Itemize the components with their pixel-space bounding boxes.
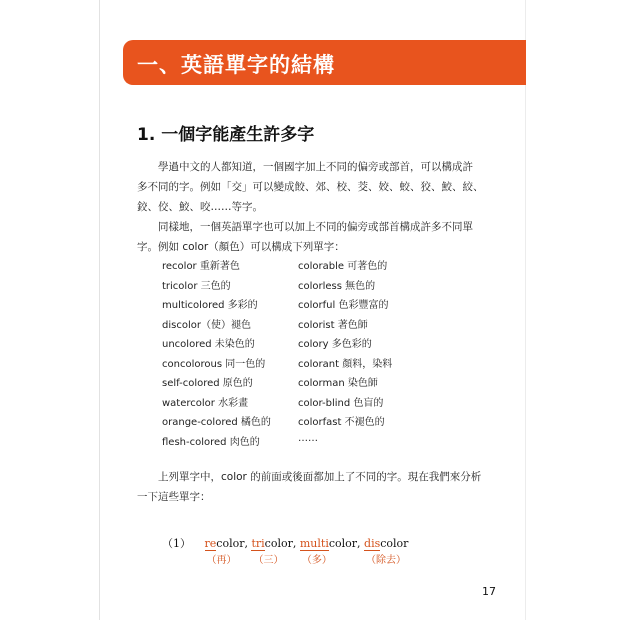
word-entry: colorful 色彩豐富的 xyxy=(298,300,389,311)
prefix: dis xyxy=(364,537,381,550)
word-entry: discolor（使）褪色 xyxy=(162,319,251,331)
stem: color xyxy=(216,537,245,550)
intro-paragraph xyxy=(137,157,493,217)
paragraph-line: 一下這些單字： xyxy=(137,491,211,503)
word-entry: …… xyxy=(298,432,318,444)
stem: color xyxy=(264,537,293,550)
prefix: tri xyxy=(251,537,265,550)
prefix: re xyxy=(204,537,217,550)
paragraph-line: 同樣地，一個英語單字也可以加上不同的偏旁或部首構成許多不同單 xyxy=(158,221,473,233)
word-entry: multicolored 多彩的 xyxy=(162,300,258,311)
paragraph-line: 鉸、佼、鮫、咬……等字。 xyxy=(137,201,263,213)
word-entry: colory 多色彩的 xyxy=(298,339,372,350)
paragraph-line: 字。例如 color（顏色）可以構成下列單字： xyxy=(137,241,345,253)
stem: color xyxy=(328,537,358,550)
word-entry: watercolor 水彩畫 xyxy=(162,397,249,409)
prefix-gloss: （除去） xyxy=(366,555,407,566)
word-entry: colorman 染色師 xyxy=(298,378,378,389)
morpheme-word xyxy=(364,537,409,566)
word-entry: uncolored 未染色的 xyxy=(162,339,255,350)
color-paragraph xyxy=(137,217,493,257)
word-entry: colorfast 不褪色的 xyxy=(298,417,385,428)
separator: , xyxy=(357,537,365,550)
word-entry: flesh-colored 肉色的 xyxy=(162,436,260,448)
example-number: （1） xyxy=(162,537,191,550)
section-title: 1. 一個字能產生許多字 xyxy=(137,125,315,145)
example-line xyxy=(162,535,409,566)
prefix-gloss: （多） xyxy=(301,555,332,566)
stem: color xyxy=(380,537,409,550)
paragraph-line: 多不同的字。例如「交」可以變成餃、郊、校、茭、姣、蛟、狡、鮫、絞、 xyxy=(137,181,484,193)
word-entry: color-blind 色盲的 xyxy=(298,397,384,409)
word-entry: colorant 顏料，染料 xyxy=(298,358,393,370)
prefix-gloss: （三） xyxy=(253,555,284,566)
prefix-gloss: （再） xyxy=(206,555,237,566)
word-entry: colorist 著色師 xyxy=(298,319,368,331)
chapter-title: 一、英語單字的結構 xyxy=(137,53,335,77)
page-number: 17 xyxy=(482,585,496,598)
word-entry: colorable 可著色的 xyxy=(298,261,388,272)
word-entry: orange-colored 橘色的 xyxy=(162,417,271,428)
word-entry: colorless 無色的 xyxy=(298,280,376,292)
analysis-paragraph xyxy=(137,467,493,507)
separator: , xyxy=(292,537,300,550)
word-entry: self-colored 原色的 xyxy=(162,378,253,389)
paragraph-line: 上列單字中，color 的前面或後面都加上了不同的字。現在我們來分析 xyxy=(158,471,482,483)
morpheme-word xyxy=(299,537,358,566)
prefix: multi xyxy=(299,537,329,550)
word-entry: concolorous 同一色的 xyxy=(162,358,266,370)
word-entry: recolor 重新著色 xyxy=(162,261,240,272)
paragraph-line: 學過中文的人都知道，一個國字加上不同的偏旁或部首，可以構成許 xyxy=(158,161,473,173)
morpheme-word xyxy=(204,537,245,566)
word-entry: tricolor 三色的 xyxy=(162,280,231,292)
morpheme-word xyxy=(251,537,293,566)
separator: , xyxy=(244,537,252,550)
